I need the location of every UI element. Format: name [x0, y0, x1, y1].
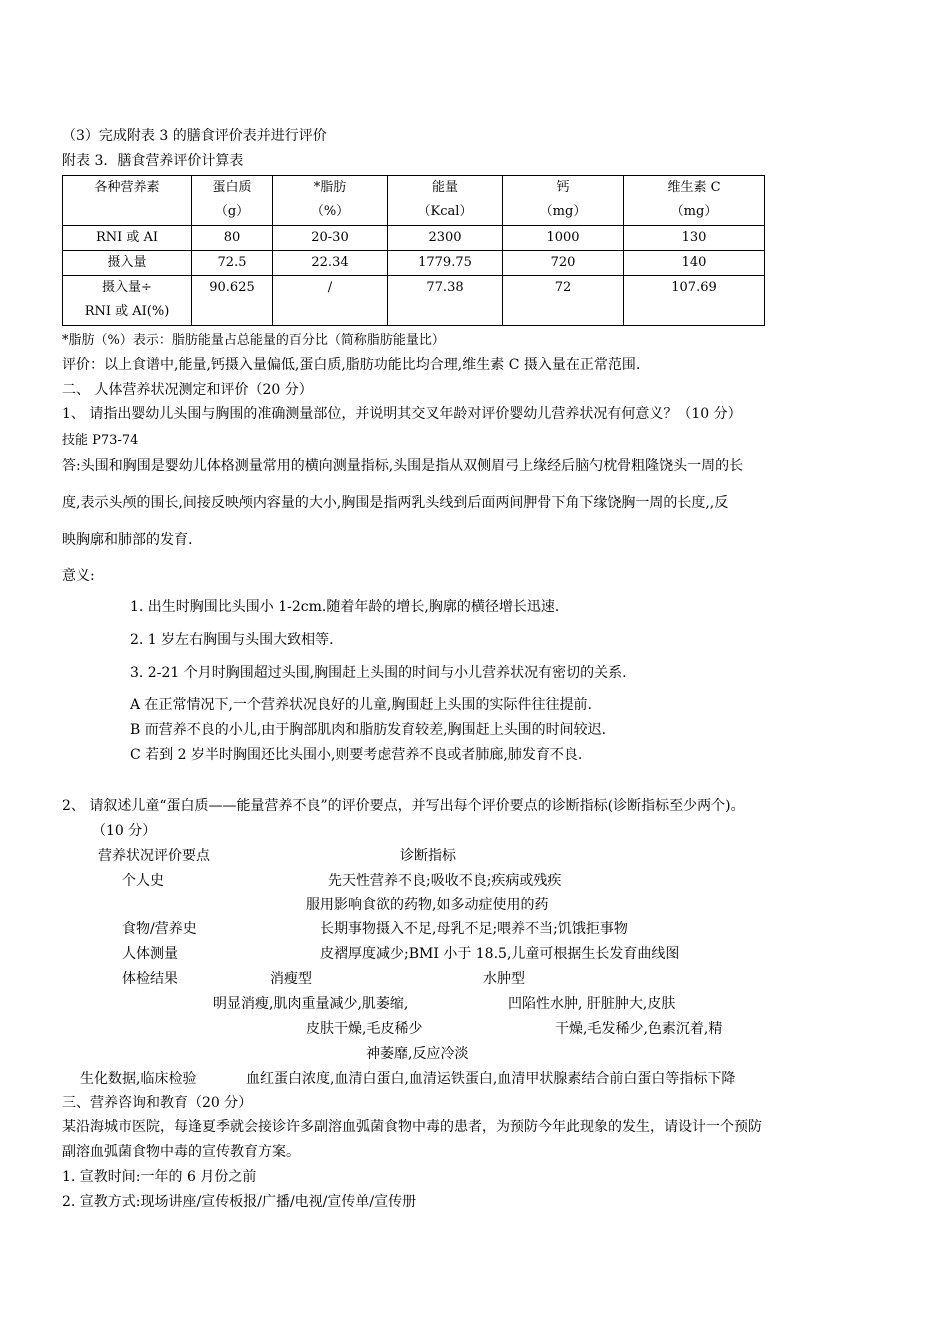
question-2: 2、 请叙述儿童“蛋白质——能量营养不良”的评价要点，并写出每个评价要点的诊断指标(诊断指标至少两个)。 — [62, 798, 745, 814]
eval-wasting-type: 消瘦型 — [270, 971, 312, 987]
table-caption: 附表 3．膳食营养评价计算表 — [62, 153, 244, 169]
scenario-text: 副溶血弧菌食物中毒的宣传教育方案。 — [62, 1144, 300, 1160]
question-1: 1、 请指出婴幼儿头围与胸围的准确测量部位，并说明其交叉年龄对评价婴幼儿营养状况有何意义？（10 分） — [62, 406, 742, 422]
cell-value: 72.5 — [192, 251, 273, 276]
cell-value: 1779.75 — [388, 251, 503, 276]
cell-value: 22.34 — [273, 251, 388, 276]
eval-indicator: 神萎靡,反应冷淡 — [366, 1046, 469, 1062]
eval-indicator: 皮肤干燥,毛皮稀少 — [306, 1021, 423, 1037]
meaning-item: 2. 1 岁左右胸围与头围大致相等. — [130, 632, 334, 648]
eval-col1-header: 营养状况评价要点 — [98, 848, 210, 864]
sub-item: A 在正常情况下,一个营养状况良好的儿童,胸围赶上头围的实际件往往提前. — [130, 697, 592, 713]
cell-value: 140 — [624, 251, 765, 276]
sub-item: C 若到 2 岁半时胸围还比头围小,则要考虑营养不良或者肺廊,肺发育不良. — [130, 747, 583, 763]
eval-indicator: 先天性营养不良;吸收不良;疾病或残疾 — [328, 873, 562, 889]
table-row-ratio — [63, 276, 765, 326]
section-2-title: 二、 人体营养状况测定和评价（20 分） — [62, 382, 313, 398]
cell-value: 1000 — [503, 226, 624, 251]
table-row-rni — [63, 226, 765, 251]
cell-value: 20-30 — [273, 226, 388, 251]
cell-value: 77.38 — [388, 276, 503, 326]
header-cell-fat: *脂肪 （%） — [273, 176, 388, 226]
evaluation-text: 评价：以上食谱中,能量,钙摄入量偏低,蛋白质,脂肪功能比均合理,维生素 C 摄入量在正常范围. — [62, 357, 641, 373]
eval-indicator: 凹陷性水肿, 肝脏肿大,皮肤 — [508, 996, 676, 1012]
plan-item: 1. 宣教时间:一年的 6 月份之前 — [62, 1169, 257, 1185]
header-cell-nutrient: 各种营养素 — [63, 176, 192, 226]
header-cell-protein: 蛋白质 （g） — [192, 176, 273, 226]
table-footnote: *脂肪（%）表示：脂肪能量占总能量的百分比（简称脂肪能量比） — [62, 333, 445, 348]
eval-indicator: 皮褶厚度减少;BMI 小于 18.5,儿童可根据生长发育曲线图 — [320, 946, 680, 962]
sub-item: B 而营养不良的小儿,由于胸部肌肉和脂肪发育较差,胸围赶上头围的时间较迟. — [130, 722, 607, 738]
row-label: 摄入量÷ RNI 或 AI(%) — [63, 276, 192, 326]
eval-edema-type: 水肿型 — [483, 971, 525, 987]
eval-indicator: 长期事物摄入不足,母乳不足;喂养不当;饥饿拒事物 — [320, 921, 628, 937]
reference-pages: 技能 P73-74 — [62, 433, 139, 448]
eval-biochem: 生化数据,临床检验 — [80, 1071, 197, 1087]
meaning-item: 1. 出生时胸围比头围小 1-2cm.随着年龄的增长,胸廓的横径增长迅速. — [130, 599, 560, 615]
eval-personal-history: 个人史 — [122, 873, 164, 889]
header-cell-energy: 能量 （Kcal） — [388, 176, 503, 226]
eval-col2-header: 诊断指标 — [400, 848, 456, 864]
row-label: 摄入量 — [63, 251, 192, 276]
section-3-title: 三、营养咨询和教育（20 分） — [62, 1095, 253, 1111]
answer-line: 度,表示头颅的围长,间接反映颅内容量的大小,胸围是指两乳头线到后面两间胛骨下角下缘饶胸一周的长度,,反 — [62, 495, 729, 511]
cell-value: 107.69 — [624, 276, 765, 326]
table-row-intake — [63, 251, 765, 276]
eval-indicator: 血红蛋白浓度,血清白蛋白,血清运铁蛋白,血清甲状腺素结合前白蛋白等指标下降 — [246, 1071, 736, 1087]
cell-value: 90.625 — [192, 276, 273, 326]
eval-exam: 体检结果 — [122, 971, 178, 987]
eval-indicator: 明显消瘦,肌肉重量减少,肌萎缩, — [213, 996, 409, 1012]
row-label: RNI 或 AI — [63, 226, 192, 251]
cell-value: / — [273, 276, 388, 326]
meaning-label: 意义: — [62, 568, 95, 584]
cell-value: 720 — [503, 251, 624, 276]
eval-anthropometry: 人体测量 — [122, 946, 178, 962]
header-cell-calcium: 钙 （mg） — [503, 176, 624, 226]
eval-indicator: 服用影响食欲的药物,如多动症使用的药 — [306, 897, 549, 913]
answer-line: 答:头围和胸围是婴幼儿体格测量常用的横向测量指标,头围是指从双侧眉弓上缘经后脑勺枕骨粗隆饶头一周的长 — [62, 458, 744, 474]
eval-indicator: 干燥,毛发稀少,色素沉着,精 — [555, 1021, 723, 1037]
eval-diet-history: 食物/营养史 — [122, 921, 197, 937]
question-2-score: （10 分） — [92, 823, 157, 839]
cell-value: 130 — [624, 226, 765, 251]
meaning-item: 3. 2-21 个月时胸围超过头围,胸围赶上头围的时间与小儿营养状况有密切的关系. — [130, 665, 627, 681]
diet-evaluation-table — [62, 175, 765, 326]
cell-value: 80 — [192, 226, 273, 251]
answer-line: 映胸廓和肺部的发育. — [62, 532, 193, 548]
scenario-text: 某沿海城市医院，每逢夏季就会接诊许多副溶血弧菌食物中毒的患者，为预防今年此现象的发生，请设计一个预防 — [62, 1119, 762, 1135]
header-cell-vitamin-c: 维生素 C （mg） — [624, 176, 765, 226]
cell-value: 2300 — [388, 226, 503, 251]
plan-item: 2. 宣教方式:现场讲座/宣传板报/广播/电视/宣传单/宣传册 — [62, 1194, 417, 1210]
task3-instruction: （3）完成附表 3 的膳食评价表并进行评价 — [62, 128, 327, 144]
cell-value: 72 — [503, 276, 624, 326]
table-header-row — [63, 176, 765, 226]
